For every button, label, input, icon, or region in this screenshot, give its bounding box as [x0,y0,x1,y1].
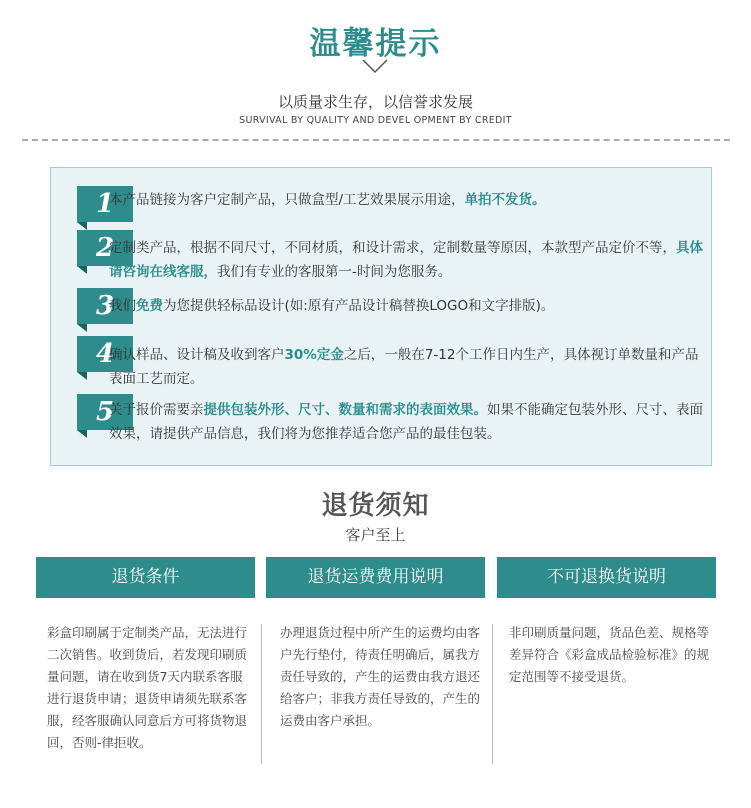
chevron-down-icon [362,58,388,74]
column-heading-return-shipping: 退货运费费用说明 [266,557,485,598]
notice-text-segment: 本产品链接为客户定制产品，只做盒型/工艺效果展示用途， [109,192,465,208]
notice-text-segment: 关于报价需要亲 [109,402,204,418]
dashed-divider [22,139,730,141]
notice-number: 3 [77,288,133,324]
notice-text-segment: 为您提供轻标品设计(如:原有产品设计稿替换LOGO和文字排版)。 [163,298,555,314]
column-heading-non-returnable: 不可退换货说明 [497,557,716,598]
notice-text [109,188,709,212]
column-body-return-shipping: 办理退货过程中所产生的运费均由客户先行垫付，待责任明确后，属我方责任导致的，产生的运费由我方退还给客户；非我方责任导致的，产生的运费由客户承担。 [280,625,481,728]
column-heading-return-conditions: 退货条件 [36,557,255,598]
slogan-english: SURVIVAL BY QUALITY AND DEVEL OPMENT BY CREDIT [239,115,512,126]
column-body-return-conditions: 彩盒印刷属于定制类产品，无法进行二次销售。收到货后，若发现印刷质量问题，请在收到货7天内联系客服进行退货申请；退货申请须先联系客服，经客服确认同意后方可将货物退回，否则-律拒收。 [47,625,248,750]
notice-text-segment: 之后，一般在7-12个工作日内生产，具体视订单数量和产品表面工艺而定。 [109,347,699,387]
column-divider [261,624,262,764]
notice-text-segment: 我们有专业的客服第一-时间为您服务。 [217,264,452,280]
notice-text [109,343,709,391]
notice-text-segment: 如果不能确定包装外形、尺寸、表面效果，请提供产品信息，我们将为您推荐适合您产品的最佳包装。 [109,402,703,442]
returns-subtitle: 客户至上 [345,526,406,544]
highlight-text: 具体请咨询在线客服， [109,240,703,280]
notice-text [109,236,709,284]
notice-text [109,294,709,318]
column-body-non-returnable: 非印刷质量问题，货品色差、规格等差异符合《彩盒成品检验标准》的规定范围等不接受退货。 [509,625,710,684]
highlight-text: 单拍不发货。 [464,192,546,208]
notice-number: 4 [77,336,133,372]
notice-text-segment: 我们 [109,298,136,314]
column-divider [492,624,493,764]
notice-text [109,398,709,446]
page-title: 温馨提示 [309,26,442,62]
returns-title: 退货须知 [321,491,430,521]
notice-number: 2 [77,230,133,266]
highlight-text: 30%定金 [284,347,344,363]
notice-box [50,167,712,466]
notice-number: 1 [77,186,133,222]
notice-text-segment: 定制类产品，根据不同尺寸，不同材质，和设计需求，定制数量等原因，本款型产品定价不等， [109,240,676,256]
slogan: 以质量求生存，以信誉求发展 [277,93,473,111]
notice-number: 5 [77,394,133,430]
notice-text-segment: 确认样品、设计稿及收到客户 [109,347,285,363]
highlight-text: 提供包装外形、尺寸、数量和需求的表面效果。 [203,402,487,418]
highlight-text: 免费 [136,298,163,314]
